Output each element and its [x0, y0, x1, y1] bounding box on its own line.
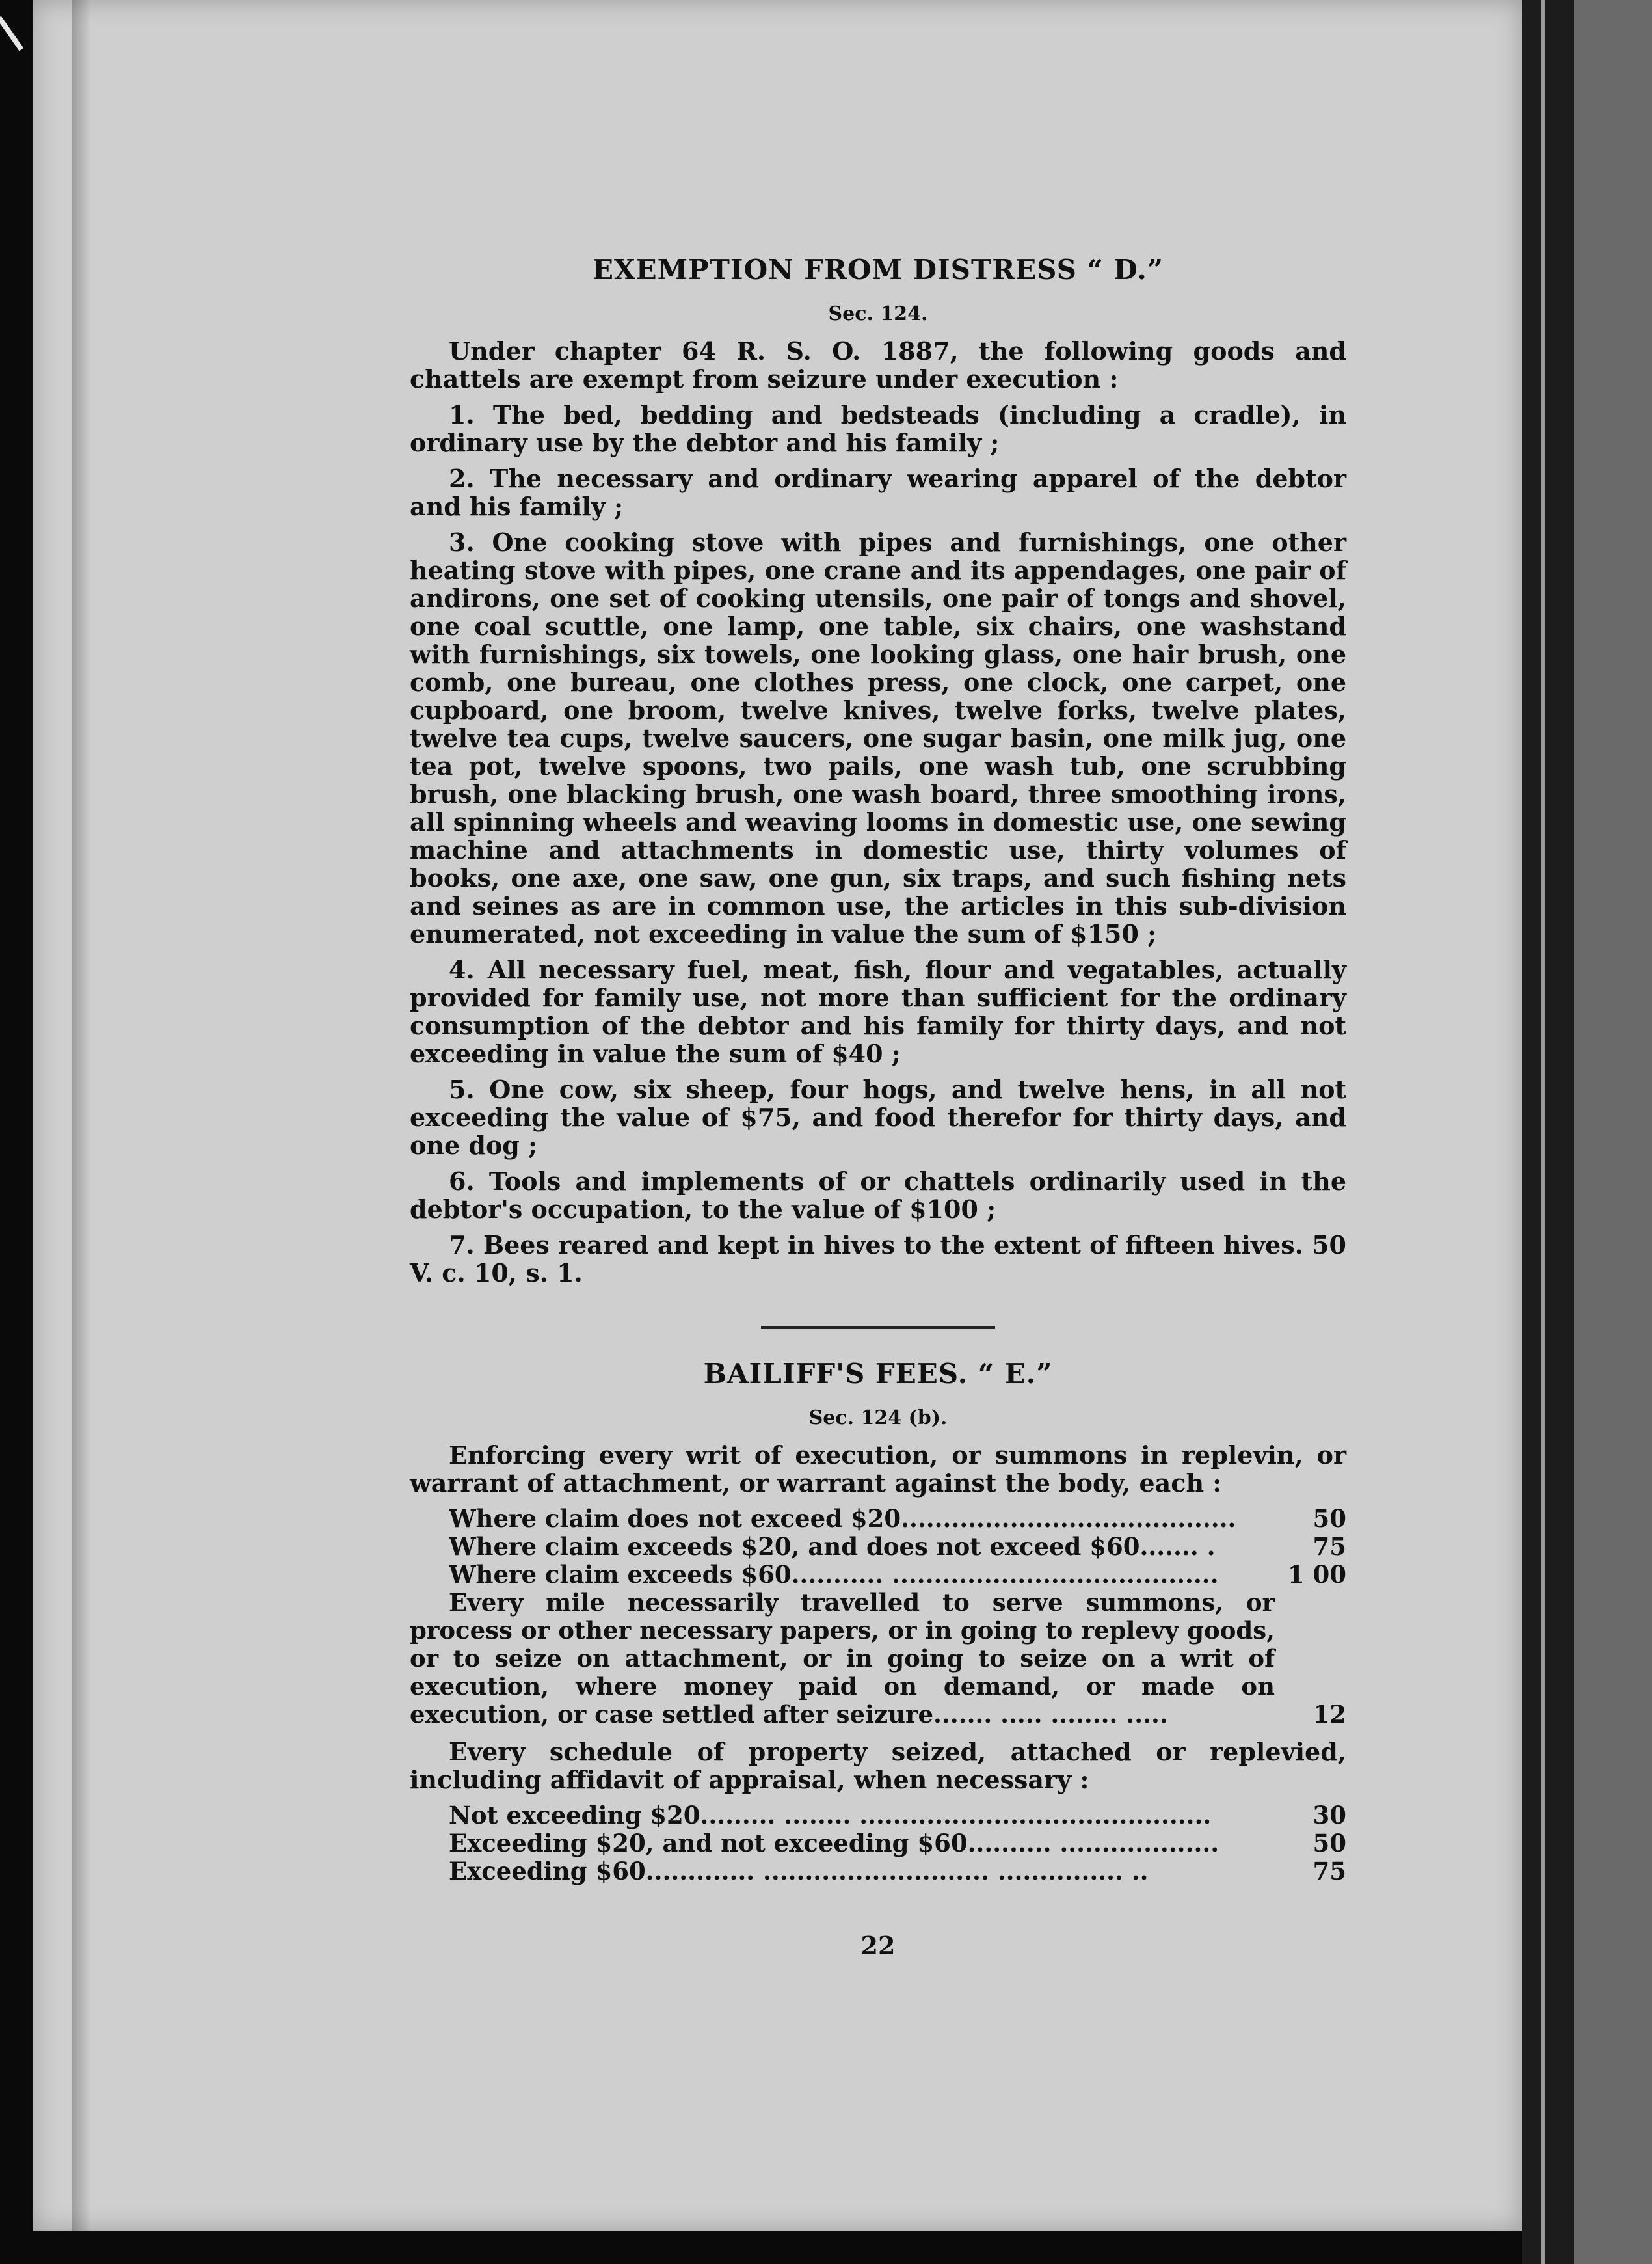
fee-row [410, 1561, 1346, 1589]
mileage-fee-text: Every mile necessarily travelled to serve summons, or process or other necessary papers, or in going to replevy goods, or to seize on attachment, or in going to seize on a writ of execution, where money paid on demand, or made on execution, or case settled after seizure....... ..... ........ ..... [410, 1588, 1275, 1729]
fee-amount: 50 [1312, 1504, 1346, 1533]
section-d-reference: Sec. 124. [828, 303, 928, 325]
fee-amount: 75 [1312, 1532, 1346, 1561]
fee-amount: 75 [1312, 1857, 1346, 1885]
fee-row [410, 1505, 1346, 1533]
exemption-item-6: 6. Tools and implements of or chattels ordinarily used in the debtor's occupation, to the value of $100 ; [410, 1166, 1346, 1224]
book-binding [1522, 0, 1574, 2264]
document-page [33, 0, 1522, 2231]
exemption-item-3: 3. One cooking stove with pipes and furnishings, one other heating stove with pipes, one crane and its appendages, one pair of andirons, one set of cooking utensils, one pair of tongs and shovel, one coal scuttle, one lamp, one table, six chairs, one washstand with furnishings, six towels, one looking glass, one hair brush, one comb, one bureau, one clothes press, one clock, one carpet, one cupboard, one broom, twelve knives, twelve forks, twelve plates, twelve tea cups, twelve saucers, one sugar basin, one milk jug, one tea pot, twelve spoons, two pails, one wash tub, one scrubbing brush, one blacking brush, one wash board, three smoothing irons, all spinning wheels and weaving looms in domestic use, one sewing machine and attachments in domestic use, thirty volumes of books, one axe, one saw, one gun, six traps, and such fishing nets and seines as are in common use, the articles in this sub-division enumerated, not exceeding in value the sum of $150 ; [410, 528, 1346, 949]
mileage-fee [410, 1589, 1346, 1729]
fee-amount: 30 [1312, 1801, 1346, 1829]
facing-page-edge [1574, 0, 1652, 2264]
mileage-fee-amount: 12 [1312, 1700, 1346, 1729]
section-e-title: BAILIFF'S FEES. “ E.” [703, 1358, 1053, 1390]
fee-amount: 50 [1312, 1829, 1346, 1857]
exemption-item-4: 4. All necessary fuel, meat, fish, flour and vegatables, actually provided for family use, not more than sufficient for the ordinary consumption of the debtor and his family for thirty days, and not exceeding in value the sum of $40 ; [410, 955, 1346, 1068]
fee-row [410, 1533, 1346, 1561]
fee-row [410, 1801, 1346, 1829]
fee-row [410, 1857, 1346, 1885]
fee-label: Exceeding $20, and not exceeding $60.......... ................... [449, 1829, 1219, 1857]
exemption-item-7: 7. Bees reared and kept in hives to the extent of fifteen hives. 50 V. c. 10, s. 1. [410, 1230, 1346, 1287]
page-number: 22 [860, 1931, 896, 1960]
exemption-item-5: 5. One cow, six sheep, four hogs, and twelve hens, in all not exceeding the value of $75, and food therefor for thirty days, and one dog ; [410, 1075, 1346, 1160]
section-e-reference: Sec. 124 (b). [808, 1407, 948, 1429]
section-e-intro: Enforcing every writ of execution, or summons in replevin, or warrant of attachment, or warrant against the body, each : [410, 1440, 1346, 1498]
fee-label: Exceeding $60............. ........................... ............... .. [449, 1857, 1149, 1885]
fee-label: Where claim exceeds $20, and does not exceed $60....... . [449, 1533, 1216, 1561]
section-d-intro: Under chapter 64 R. S. O. 1887, the following goods and chattels are exempt from seizure under execution : [410, 336, 1346, 394]
fee-label: Where claim does not exceed $20........................................ [449, 1505, 1236, 1533]
exemption-item-1: 1. The bed, bedding and bedsteads (including a cradle), in ordinary use by the debtor and his family ; [410, 400, 1346, 457]
section-divider [761, 1326, 995, 1329]
section-d-title: EXEMPTION FROM DISTRESS “ D.” [592, 254, 1164, 286]
fee-amount: 1 00 [1287, 1560, 1346, 1589]
fee-label: Not exceeding $20......... ........ .......................................... [449, 1801, 1212, 1829]
exemption-item-2: 2. The necessary and ordinary wearing apparel of the debtor and his family ; [410, 464, 1346, 521]
page-content [410, 254, 1346, 1960]
fee-row [410, 1829, 1346, 1857]
fee-label: Where claim exceeds $60........... ....................................... [449, 1561, 1219, 1589]
schedule-intro: Every schedule of property seized, attached or replevied, including affidavit of appraisal, when necessary : [410, 1737, 1346, 1794]
